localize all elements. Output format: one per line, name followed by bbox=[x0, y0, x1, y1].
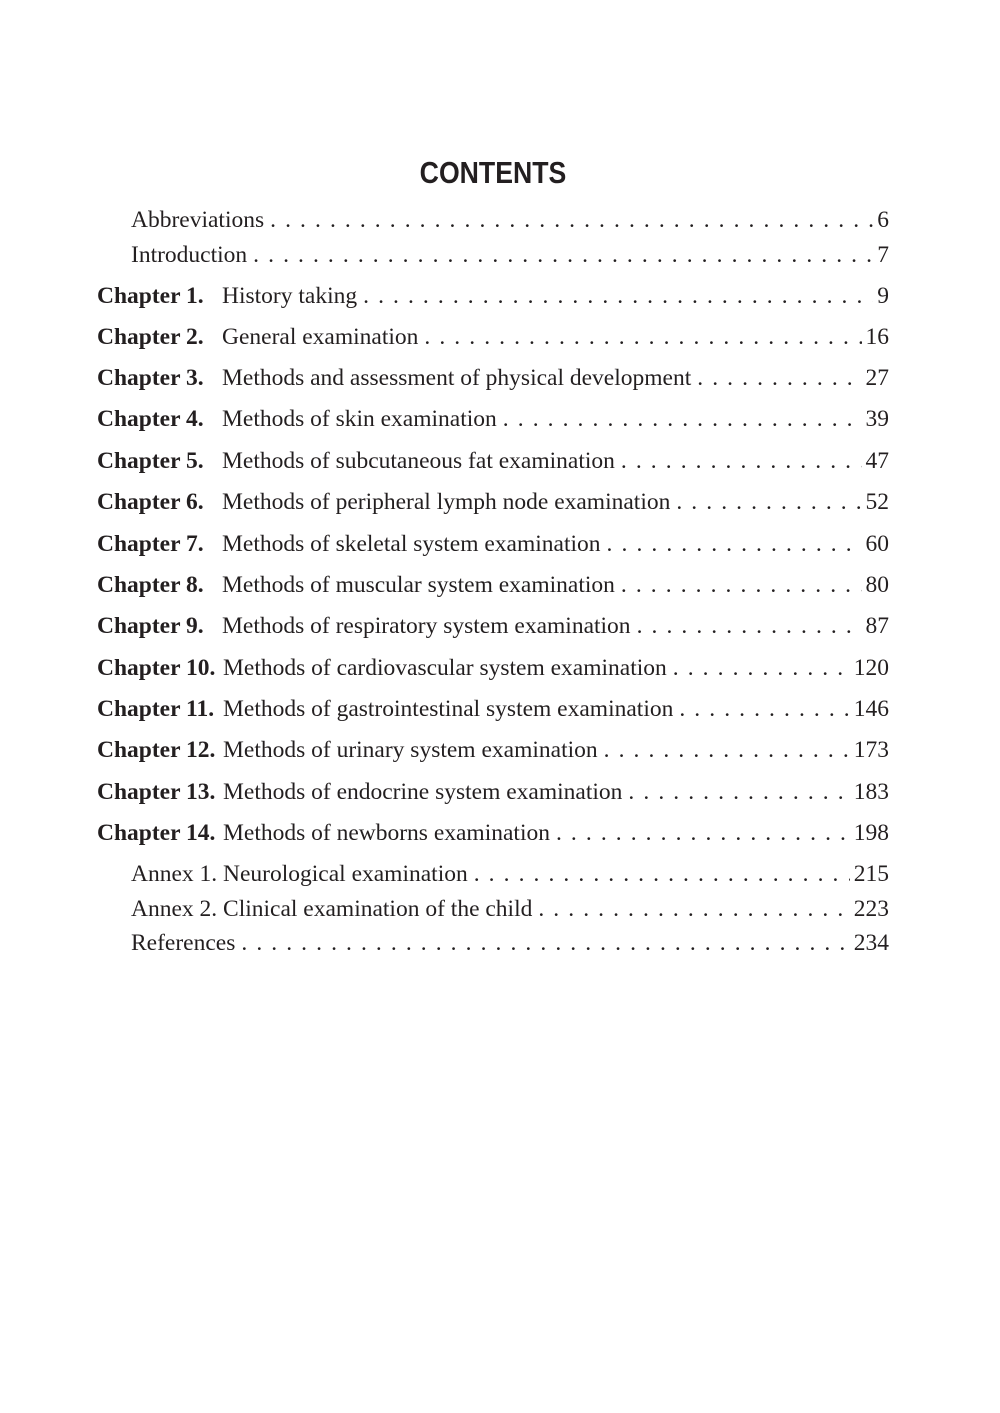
toc-entry-chapter-12[interactable] bbox=[97, 732, 889, 768]
toc-entry-chapter-7[interactable] bbox=[97, 526, 889, 562]
toc-entry-page: 7 bbox=[877, 242, 889, 268]
toc-entry-page: 80 bbox=[865, 572, 889, 598]
toc-entry-label: References bbox=[131, 930, 236, 956]
dot-leader bbox=[556, 815, 850, 851]
toc-entry-label: Annex 1. Neurological examination bbox=[131, 861, 468, 887]
toc-entry-page: 234 bbox=[853, 930, 889, 956]
dot-leader bbox=[673, 650, 850, 686]
dot-leader bbox=[621, 567, 862, 603]
chapter-title: Methods of skeletal system examination bbox=[222, 531, 601, 557]
toc-entry-chapter-8[interactable] bbox=[97, 567, 889, 603]
toc-entry-references[interactable] bbox=[97, 925, 889, 961]
chapter-number: Chapter 11. bbox=[97, 696, 215, 722]
dot-leader bbox=[607, 526, 862, 562]
dot-leader bbox=[253, 237, 873, 273]
dot-leader bbox=[424, 319, 861, 355]
chapter-title: Methods of peripheral lymph node examination bbox=[222, 489, 671, 515]
toc-entry-chapter-2[interactable] bbox=[97, 319, 889, 355]
page-title: CONTENTS bbox=[419, 155, 567, 190]
chapter-title: Methods of endocrine system examination bbox=[223, 779, 623, 805]
chapter-number: Chapter 7. bbox=[97, 531, 204, 557]
dot-leader bbox=[637, 608, 862, 644]
toc-entry-chapter-10[interactable] bbox=[97, 650, 889, 686]
dot-leader bbox=[503, 401, 862, 437]
chapter-number: Chapter 14. bbox=[97, 820, 216, 846]
dot-leader bbox=[474, 856, 850, 892]
chapter-number: Chapter 5. bbox=[97, 448, 204, 474]
dot-leader bbox=[270, 202, 873, 238]
chapter-title: Methods of muscular system examination bbox=[222, 572, 615, 598]
toc-entry-label: Annex 2. Clinical examination of the child bbox=[131, 896, 533, 922]
dot-leader bbox=[241, 925, 849, 961]
toc-entry-abbreviations[interactable] bbox=[97, 202, 889, 238]
toc-entry-page: 60 bbox=[865, 531, 889, 557]
dot-leader bbox=[538, 891, 849, 927]
chapter-number: Chapter 10. bbox=[97, 655, 216, 681]
chapter-number: Chapter 9. bbox=[97, 613, 204, 639]
chapter-number: Chapter 4. bbox=[97, 406, 204, 432]
toc-entry-page: 16 bbox=[865, 324, 889, 350]
dot-leader bbox=[697, 360, 861, 396]
toc-entry-chapter-14[interactable] bbox=[97, 815, 889, 851]
chapter-title: Methods of urinary system examination bbox=[223, 737, 598, 763]
dot-leader bbox=[676, 484, 861, 520]
dot-leader bbox=[621, 443, 862, 479]
toc-entry-label: Abbreviations bbox=[131, 207, 265, 233]
chapter-number: Chapter 1. bbox=[97, 283, 204, 309]
chapter-title: General examination bbox=[222, 324, 419, 350]
dot-leader bbox=[679, 691, 849, 727]
chapter-number: Chapter 6. bbox=[97, 489, 204, 515]
chapter-title: Methods and assessment of physical development bbox=[222, 365, 692, 391]
toc-entry-page: 9 bbox=[877, 283, 889, 309]
toc-entry-annex-1[interactable] bbox=[97, 856, 889, 892]
toc-entry-page: 183 bbox=[853, 779, 889, 805]
toc-entry-chapter-6[interactable] bbox=[97, 484, 889, 520]
toc-entry-page: 173 bbox=[853, 737, 889, 763]
toc-entry-chapter-1[interactable] bbox=[97, 278, 889, 314]
chapter-number: Chapter 2. bbox=[97, 324, 204, 350]
dot-leader bbox=[363, 278, 873, 314]
chapter-title: Methods of subcutaneous fat examination bbox=[222, 448, 615, 474]
toc-entry-label: Introduction bbox=[131, 242, 248, 268]
chapter-number: Chapter 13. bbox=[97, 779, 216, 805]
toc-entry-chapter-11[interactable] bbox=[97, 691, 889, 727]
toc-entry-annex-2[interactable] bbox=[97, 891, 889, 927]
toc-entry-page: 6 bbox=[877, 207, 889, 233]
chapter-title: Methods of respiratory system examination bbox=[222, 613, 631, 639]
toc-entry-page: 27 bbox=[865, 365, 889, 391]
toc-entry-introduction[interactable] bbox=[97, 237, 889, 273]
toc-entry-page: 198 bbox=[853, 820, 889, 846]
chapter-title: Methods of cardiovascular system examination bbox=[223, 655, 667, 681]
chapter-title: History taking bbox=[222, 283, 358, 309]
chapter-title: Methods of gastrointestinal system examination bbox=[223, 696, 674, 722]
chapter-number: Chapter 3. bbox=[97, 365, 204, 391]
toc-entry-page: 52 bbox=[865, 489, 889, 515]
toc-entry-page: 39 bbox=[865, 406, 889, 432]
toc-entry-page: 87 bbox=[865, 613, 889, 639]
toc-entry-page: 146 bbox=[853, 696, 889, 722]
toc-entry-page: 120 bbox=[853, 655, 889, 681]
toc-entry-page: 215 bbox=[853, 861, 889, 887]
chapter-number: Chapter 8. bbox=[97, 572, 204, 598]
dot-leader bbox=[604, 732, 850, 768]
toc-entry-page: 47 bbox=[865, 448, 889, 474]
chapter-title: Methods of newborns examination bbox=[223, 820, 550, 846]
toc-entry-page: 223 bbox=[853, 896, 889, 922]
toc-entry-chapter-13[interactable] bbox=[97, 774, 889, 810]
toc-entry-chapter-3[interactable] bbox=[97, 360, 889, 396]
chapter-number: Chapter 12. bbox=[97, 737, 216, 763]
dot-leader bbox=[628, 774, 849, 810]
toc-entry-chapter-4[interactable] bbox=[97, 401, 889, 437]
toc-entry-chapter-9[interactable] bbox=[97, 608, 889, 644]
toc-entry-chapter-5[interactable] bbox=[97, 443, 889, 479]
chapter-title: Methods of skin examination bbox=[222, 406, 497, 432]
